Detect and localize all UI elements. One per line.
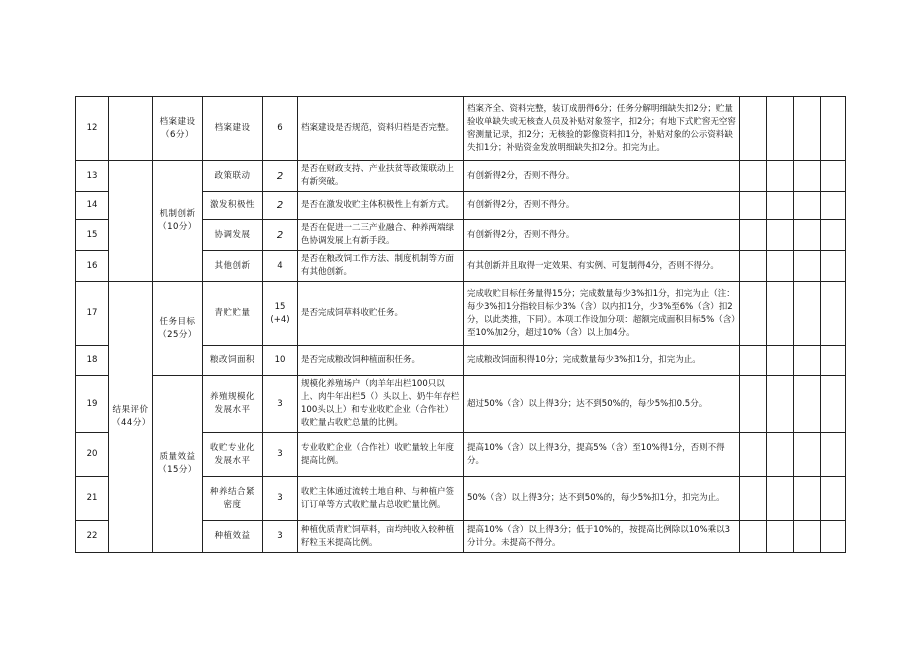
row-number: 19 — [76, 376, 109, 433]
blank-cell — [740, 282, 767, 346]
scoring-rule-cell: 有创新得2分，否则不得分。 — [464, 220, 740, 251]
subcategory-cell: 质量效益（15分） — [153, 376, 203, 553]
blank-cell — [740, 220, 767, 251]
blank-cell — [767, 192, 794, 220]
score-cell: 2 — [263, 220, 298, 251]
scoring-rule-cell: 有其创新并且取得一定效果、有实例、可复制得4分，否则不得分。 — [464, 251, 740, 282]
blank-cell — [740, 376, 767, 433]
row-number: 16 — [76, 251, 109, 282]
scoring-rule-cell: 提高10%（含）以上得3分；低于10%的，按提高比例除以10%乘以3分计分。未提高不得分。 — [464, 521, 740, 553]
blank-cell — [794, 220, 821, 251]
score-cell: 3 — [263, 376, 298, 433]
subcategory-cell: 任务目标（25分） — [153, 282, 203, 376]
blank-cell — [821, 192, 846, 220]
table-row — [76, 376, 846, 433]
blank-cell — [740, 192, 767, 220]
standard-cell: 是否在粮改饲工作方法、制度机制等方面有其他创新。 — [298, 251, 464, 282]
score-cell: 3 — [263, 477, 298, 521]
scoring-rule-cell: 超过50%（含）以上得3分；达不到50%的，每少5%扣0.5分。 — [464, 376, 740, 433]
blank-cell — [767, 282, 794, 346]
scoring-rule-cell: 完成粮改饲面积得10分；完成数量每少3%扣1分，扣完为止。 — [464, 346, 740, 376]
table-row — [76, 282, 846, 346]
scoring-rule-cell: 完成收贮目标任务量得15分；完成数量每少3%扣1分，扣完为止（注：每少3%扣1分指较目标少3%（含）以内扣1分，少3%至6%（含）扣2分，以此类推，下同）。本项工作设加分项：超额完成面积目标5%（含）至10%加2分，超过10%（含）以上加4分。 — [464, 282, 740, 346]
row-number: 22 — [76, 521, 109, 553]
standard-cell: 规模化养殖场户（肉羊年出栏100只以上、肉牛年出栏5（）头以上、奶牛年存栏100头以上）和专业收贮企业（合作社）收贮量占收贮总量的比例。 — [298, 376, 464, 433]
blank-cell — [821, 521, 846, 553]
blank-cell — [821, 376, 846, 433]
score-cell: 10 — [263, 346, 298, 376]
blank-cell — [767, 376, 794, 433]
blank-cell — [821, 346, 846, 376]
standard-cell: 专业收贮企业（合作社）收贮量较上年度提高比例。 — [298, 433, 464, 477]
blank-cell — [794, 97, 821, 161]
blank-cell — [740, 251, 767, 282]
blank-cell — [821, 251, 846, 282]
blank-cell — [767, 521, 794, 553]
row-number: 20 — [76, 433, 109, 477]
item-cell: 档案建设 — [203, 97, 263, 161]
item-cell: 协调发展 — [203, 220, 263, 251]
category-cell: 结果评价（44分） — [109, 282, 153, 553]
scoring-rule-cell: 有创新得2分，否则不得分。 — [464, 161, 740, 192]
item-cell: 种植效益 — [203, 521, 263, 553]
row-number: 15 — [76, 220, 109, 251]
blank-cell — [767, 251, 794, 282]
blank-cell — [794, 192, 821, 220]
item-cell: 种养结合紧密度 — [203, 477, 263, 521]
standard-cell: 档案建设是否规范，资料归档是否完整。 — [298, 97, 464, 161]
category-cell — [109, 97, 153, 161]
standard-cell: 是否完成粮改饲种植面积任务。 — [298, 346, 464, 376]
blank-cell — [821, 161, 846, 192]
subcategory-cell: 机制创新（10分） — [153, 161, 203, 282]
blank-cell — [740, 161, 767, 192]
subcategory-cell: 档案建设（6分） — [153, 97, 203, 161]
blank-cell — [794, 251, 821, 282]
item-cell: 青贮贮量 — [203, 282, 263, 346]
blank-cell — [767, 220, 794, 251]
score-cell: 15 (+4) — [263, 282, 298, 346]
score-cell: 4 — [263, 251, 298, 282]
standard-cell: 是否在激发收贮主体积极性上有新方式。 — [298, 192, 464, 220]
blank-cell — [794, 376, 821, 433]
row-number: 18 — [76, 346, 109, 376]
blank-cell — [794, 161, 821, 192]
score-cell: 2 — [263, 192, 298, 220]
blank-cell — [767, 97, 794, 161]
item-cell: 养殖规模化发展水平 — [203, 376, 263, 433]
blank-cell — [740, 433, 767, 477]
blank-cell — [740, 521, 767, 553]
blank-cell — [794, 477, 821, 521]
standard-cell: 收贮主体通过流转土地自种、与种植户签订订单等方式收贮量占总收贮量比例。 — [298, 477, 464, 521]
score-cell: 3 — [263, 521, 298, 553]
standard-cell: 是否在促进一二三产业融合、种养两端绿色协调发展上有新手段。 — [298, 220, 464, 251]
blank-cell — [794, 282, 821, 346]
blank-cell — [740, 477, 767, 521]
table-row — [76, 161, 846, 192]
scoring-rule-cell: 50%（含）以上得3分；达不到50%的，每少5%扣1分，扣完为止。 — [464, 477, 740, 521]
blank-cell — [821, 433, 846, 477]
row-number: 13 — [76, 161, 109, 192]
blank-cell — [767, 346, 794, 376]
blank-cell — [794, 521, 821, 553]
standard-cell: 种植优质青贮饲草料，亩均纯收入较种植籽粒玉米提高比例。 — [298, 521, 464, 553]
blank-cell — [821, 97, 846, 161]
row-number: 21 — [76, 477, 109, 521]
score-cell: 6 — [263, 97, 298, 161]
item-cell: 粮改饲面积 — [203, 346, 263, 376]
standard-cell: 是否在财政支持、产业扶贫等政策联动上有新突破。 — [298, 161, 464, 192]
blank-cell — [821, 282, 846, 346]
row-number: 14 — [76, 192, 109, 220]
blank-cell — [740, 97, 767, 161]
blank-cell — [821, 477, 846, 521]
evaluation-table — [75, 96, 846, 553]
blank-cell — [794, 346, 821, 376]
score-cell: 2 — [263, 161, 298, 192]
blank-cell — [794, 433, 821, 477]
item-cell: 政策联动 — [203, 161, 263, 192]
blank-cell — [740, 346, 767, 376]
blank-cell — [767, 161, 794, 192]
standard-cell: 是否完成饲草料收贮任务。 — [298, 282, 464, 346]
scoring-rule-cell: 提高10%（含）以上得3分，提高5%（含）至10%得1分，否则不得分。 — [464, 433, 740, 477]
blank-cell — [821, 220, 846, 251]
item-cell: 其他创新 — [203, 251, 263, 282]
scoring-rule-cell: 档案齐全、资料完整，装订成册得6分；任务分解明细缺失扣2分；贮量验收单缺失或无核查人员及补贴对象签字，扣2分；有地下式贮窖无空窖窖测量记录，扣2分；无核验的影像资料扣1分，补贴对象的公示资料缺失扣1分；补贴资金发放明细缺失扣2分。扣完为止。 — [464, 97, 740, 161]
score-cell: 3 — [263, 433, 298, 477]
row-number: 17 — [76, 282, 109, 346]
blank-cell — [767, 433, 794, 477]
scoring-rule-cell: 有创新得2分，否则不得分。 — [464, 192, 740, 220]
item-cell: 激发积极性 — [203, 192, 263, 220]
category-cell — [109, 161, 153, 282]
table-row — [76, 97, 846, 161]
item-cell: 收贮专业化发展水平 — [203, 433, 263, 477]
row-number: 12 — [76, 97, 109, 161]
blank-cell — [767, 477, 794, 521]
